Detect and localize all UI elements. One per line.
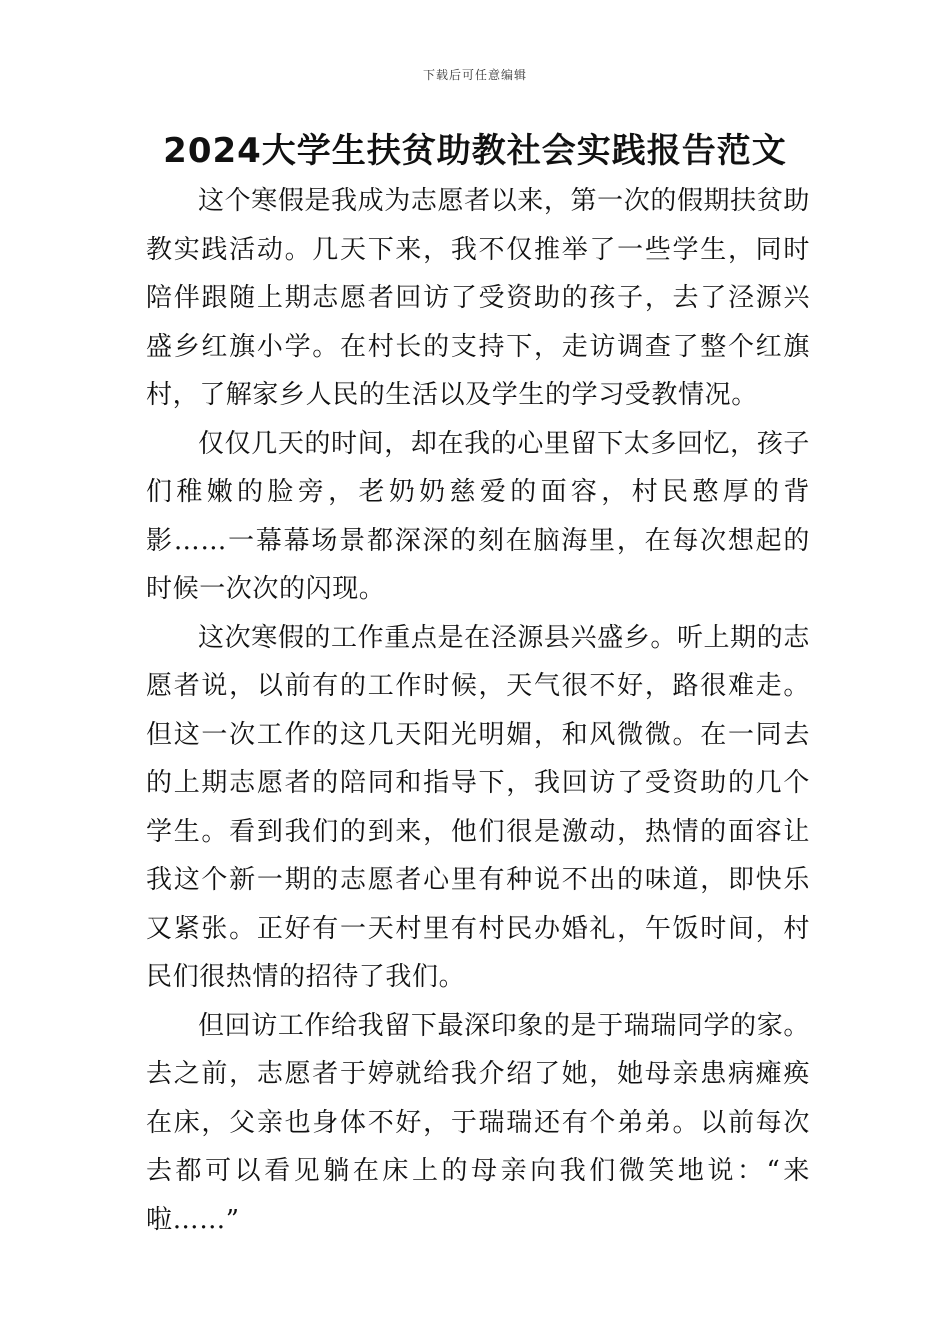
paragraph-3: 这次寒假的工作重点是在泾源县兴盛乡。听上期的志愿者说，以前有的工作时候，天气很不好，路很难走。但这一次工作的这几天阳光明媚，和风微微。在一同去的上期志愿者的陪同和指导下，我回访了受资助的几个学生。看到我们的到来，他们很是激动，热情的面容让我这个新一期的志愿者心里有种说不出的味道，即快乐又紧张。正好有一天村里有村民办婚礼，午饭时间，村民们很热情的招待了我们。 xyxy=(146,622,810,992)
document-body xyxy=(146,177,810,1244)
paragraph-4: 但回访工作给我留下最深印象的是于瑞瑞同学的家。去之前，志愿者于婷就给我介绍了她，她母亲患病瘫痪在床，父亲也身体不好，于瑞瑞还有个弟弟。以前每次去都可以看见躺在床上的母亲向我们微笑地说：“来啦……” xyxy=(146,1010,810,1235)
paragraph-1: 这个寒假是我成为志愿者以来，第一次的假期扶贫助教实践活动。几天下来，我不仅推举了一些学生，同时陪伴跟随上期志愿者回访了受资助的孩子，去了泾源兴盛乡红旗小学。在村长的支持下，走访调查了整个红旗村，了解家乡人民的生活以及学生的学习受教情况。 xyxy=(146,186,810,410)
paragraph-2: 仅仅几天的时间，却在我的心里留下太多回忆，孩子们稚嫩的脸旁，老奶奶慈爱的面容，村民憨厚的背影……一幕幕场景都深深的刻在脑海里，在每次想起的时候一次次的闪现。 xyxy=(146,428,810,604)
document-title: 2024大学生扶贫助教社会实践报告范文 xyxy=(163,131,787,171)
header-note: 下载后可任意编辑 xyxy=(422,68,527,82)
